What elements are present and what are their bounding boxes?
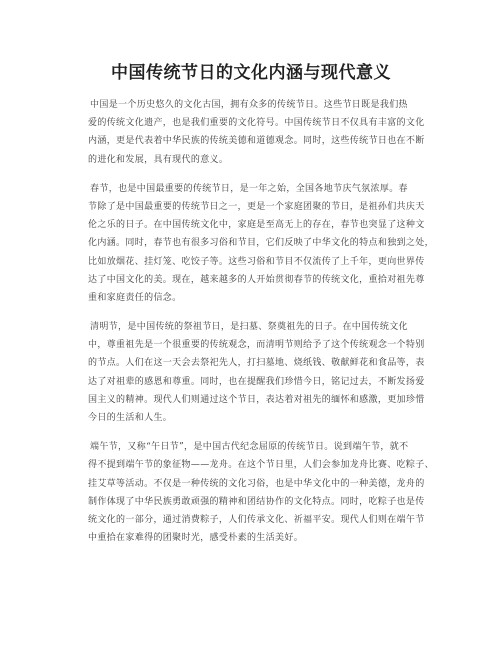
text-line: 端午节，又称“午日节”，是中国古代纪念屈原的传统节日。说到端午节，就不 [90,442,409,453]
text-line: 制作体现了中华民族勇敢顽强的精神和团结协作的文化特点。同时，吃粽子也是传 [88,496,425,507]
text-line: 清明节，是中国传统的祭祖节日，是扫墓、祭奠祖先的日子。在中国传统文化 [90,322,408,333]
text-line: 中重拾在家难得的团聚时光，感受朴素的生活美好。 [88,533,304,544]
text-line: 爱的传统文化遗产，也是我们重要的文化符号。中国传统节日不仅具有丰富的文化 [88,118,425,129]
text-line: 的节点。人们在这一天会去祭祀先人，打扫墓地、烧纸钱、敬献鲜花和食品等，表 [88,358,425,369]
text-line: 得不提到端午节的象征物——龙舟。在这个节日里，人们会参加龙舟比赛、吃粽子、 [88,460,434,471]
text-line: 挂艾草等活动。不仅是一种传统的文化习俗，也是中华文化中的一种美德，龙舟的 [88,478,425,489]
text-line: 达了中国文化的美。现在，越来越多的人开始贯彻春节的传统文化，重拾对祖先尊 [88,274,425,285]
text-line: 重和家庭责任的信念。 [88,292,182,303]
text-line: 国主义的精神。现代人们则通过这个节日，表达着对祖先的缅怀和感激，更加珍惜 [88,394,425,405]
text-line: 春节，也是中国最重要的传统节日，是一年之始，全国各地节庆气氛浓厚。春 [90,183,408,194]
text-line: 中，尊重祖先是一个很重要的传统观念，而清明节则给予了这个传统观念一个特别 [88,340,425,351]
text-line: 节除了是中国最重要的传统节日之一，更是一个家庭团聚的节日，是祖孙们共庆天 [88,201,425,212]
text-line: 达了对祖辈的感恩和尊重。同时，也在提醒我们珍惜今日，铭记过去，不断发扬爱 [88,376,425,387]
text-line: 今日的生活和人生。 [88,413,173,423]
text-line: 伦之乐的日子。在中国传统文化中，家庭是至高无上的存在，春节也突显了这种文 [88,220,425,231]
text-line: 化内涵。同时，春节也有很多习俗和节目，它们反映了中华文化的特点和独到之处， [88,238,434,249]
text-line: 的进化和发展，具有现代的意义。 [88,154,229,165]
text-line: 内涵，更是代表着中华民族的传统美德和道德观念。同时，这些传统节日也在不断 [88,136,425,147]
text-line: 中国是一个历史悠久的文化古国，拥有众多的传统节日。这些节日既是我们热 [90,100,408,110]
paragraph-intro [88,96,425,169]
paragraph-dragon-boat [88,438,434,547]
text-line: 比如放烟花、挂灯笼、吃饺子等。这些习俗和节目不仅流传了上千年，更向世界传 [88,256,425,267]
text-line: 统文化的一部分，通过消费粽子，人们传承文化、祈福平安。现代人们则在端午节 [88,514,425,525]
document-body [88,96,434,558]
document-title: 中国传统节日的文化内涵与现代意义 [111,63,391,83]
paragraph-spring-festival [88,180,434,307]
paragraph-qingming [88,318,425,427]
